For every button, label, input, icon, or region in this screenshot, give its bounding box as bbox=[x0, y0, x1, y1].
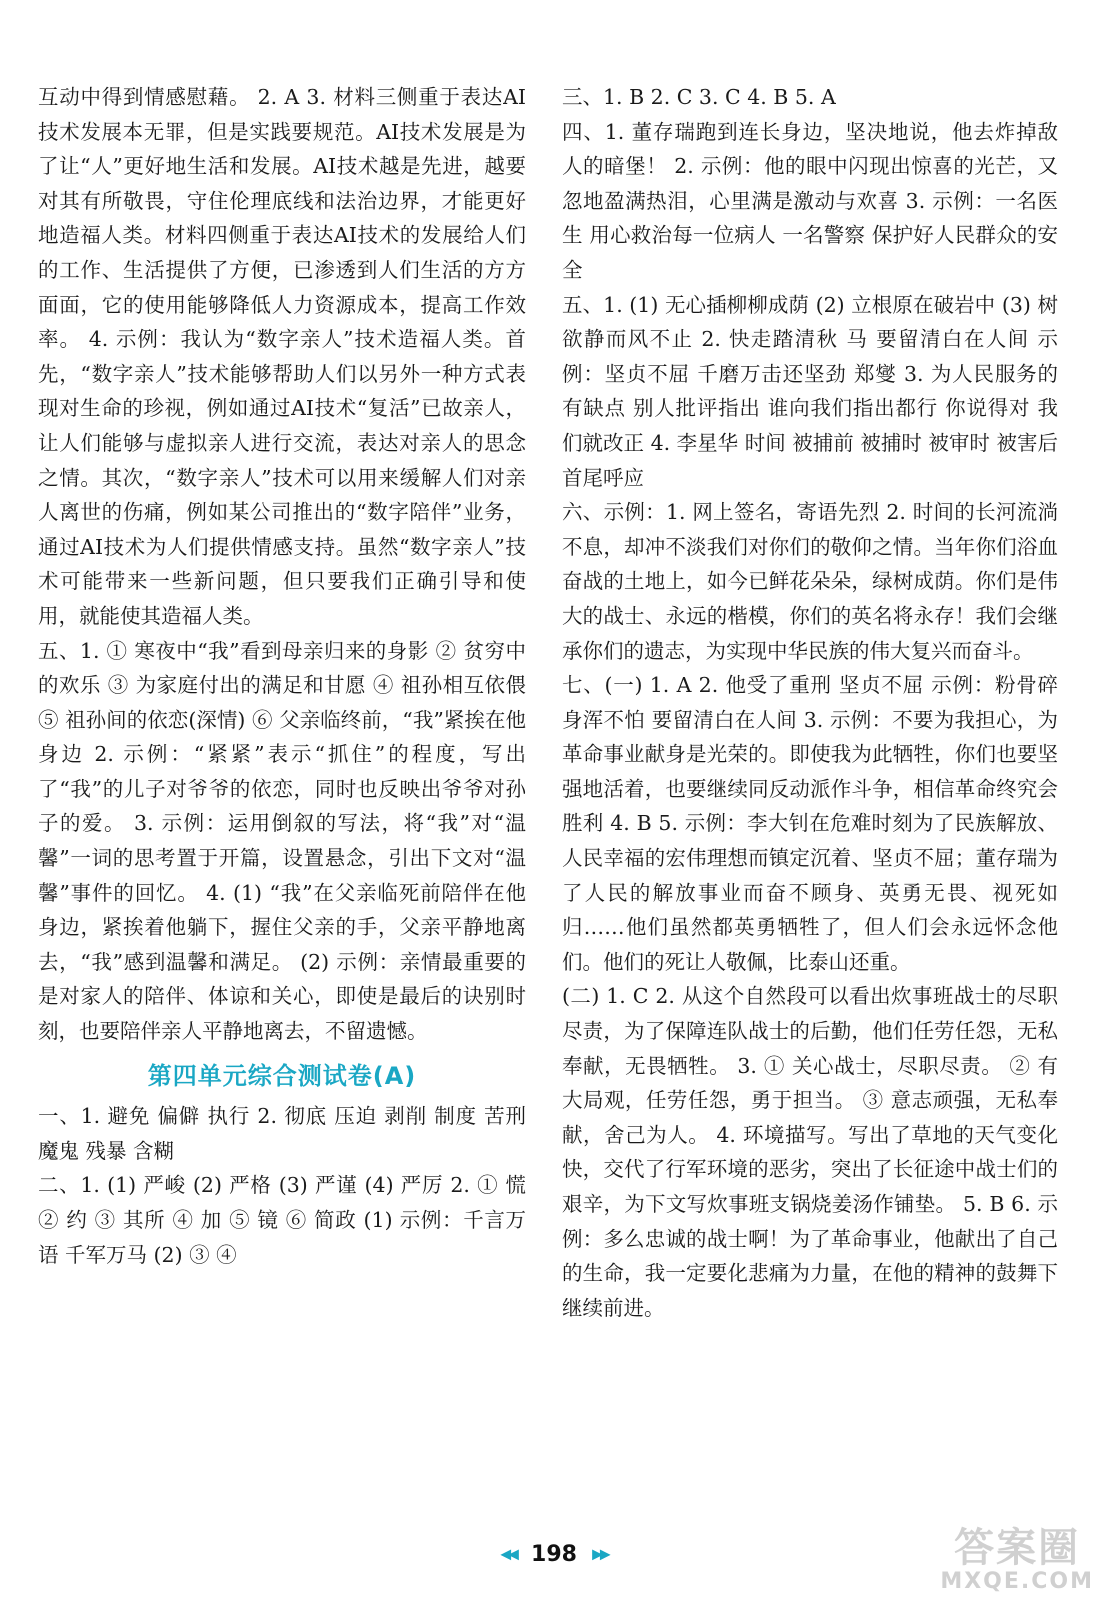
answer-paragraph: 互动中得到情感慰藉。 2. A 3. 材料三侧重于表达AI技术发展本无罪，但是实践要规范。AI技术发展是为了让“人”更好地生活和发展。AI技术越是先进，越要对其有所敬畏，守住伦理底线和法治边界，才能更好地造福人类。材料四侧重于表达AI技术的发展给人们的工作、生活提供了方便，已渗透到人们生活的方方面面，它的使用能够降低人力资源成本，提高工作效率。 4. 示例：我认为“数字亲人”技术造福人类。首先，“数字亲人”技术能够帮助人们以另外一种方式表现对生命的珍视，例如通过AI技术“复活”已故亲人，让人们能够与虚拟亲人进行交流，表达对亲人的思念之情。其次，“数字亲人”技术可以用来缓解人们对亲人离世的伤痛，例如某公司推出的“数字陪伴”业务，通过AI技术为人们提供情感支持。虽然“数字亲人”技术可能带来一些新问题，但只要我们正确引导和使用，就能使其造福人类。 bbox=[38, 85, 526, 628]
section-title: 第四单元综合测试卷(A) bbox=[147, 1061, 417, 1090]
watermark bbox=[940, 1526, 1094, 1594]
page-number: 198 bbox=[531, 1542, 577, 1567]
answer-paragraph: 五、1. (1) 无心插柳柳成荫 (2) 立根原在破岩中 (3) 树欲静而风不止 2. 快走踏清秋 马 要留清白在人间 示例：坚贞不屈 千磨万击还坚劲 郑燮 3. 为人民服务的 有缺点 别人批评指出 谁向我们指出都行 你说得对 我们就改正 4. 李星华 时间 被捕前 被捕时 被审时 被害后 首尾呼应 bbox=[562, 292, 1058, 490]
double-arrow-left-icon: ◀◀ bbox=[500, 1546, 516, 1563]
answer-paragraph: 一、1. 避免 偏僻 执行 2. 彻底 压迫 剥削 制度 苦刑 魔鬼 残暴 含糊 bbox=[38, 1104, 526, 1163]
watermark-logo-text: 答案圈 bbox=[954, 1525, 1081, 1571]
answer-paragraph: (二) 1. C 2. 从这个自然段可以看出炊事班战士的尽职尽责，为了保障连队战士的后勤，他们任劳任怨，无私奉献，无畏牺牲。 3. ① 关心战士，尽职尽责。 ② 有大局观，任劳任怨，勇于担当。 ③ 意志顽强，无私奉献，舍己为人。 4. 环境描写。写出了草地的天气变化快，交代了行军环境的恶劣，突出了长征途中战士们的艰辛，为下文写炊事班支锅烧姜汤作铺垫。 5. B 6. 示例：多么忠诚的战士啊！为了革命事业，他献出了自己的生命，我一定要化悲痛为力量，在他的精神的鼓舞下继续前进。 bbox=[562, 984, 1058, 1320]
answer-paragraph: 三、1. B 2. C 3. C 4. B 5. A bbox=[562, 85, 836, 109]
answer-paragraph: 四、1. 董存瑞跑到连长身边，坚决地说，他去炸掉敌人的暗堡！ 2. 示例：他的眼中闪现出惊喜的光芒，又忽地盈满热泪，心里满是激动与欢喜 3. 示例：一名医生 用心救治每一位病人 一名警察 保护好人民群众的安全 bbox=[562, 119, 1058, 282]
answer-paragraph: 五、1. ① 寒夜中“我”看到母亲归来的身影 ② 贫穷中的欢乐 ③ 为家庭付出的满足和甘愿 ④ 祖孙相互依偎 ⑤ 祖孙间的依恋(深情) ⑥ 父亲临终前，“我”紧挨在他身边 2. 示例：“紧紧”表示“抓住”的程度，写出了“我”的儿子对爷爷的依恋，同时也反映出爷爷对孙子的爱。 3. 示例：运用倒叙的写法，将“我”对“温馨”一词的思考置于开篇，设置悬念，引出下文对“温馨”事件的回忆。 4. (1) “我”在父亲临死前陪伴在他身边，紧挨着他躺下，握住父亲的手，父亲平静地离去，“我”感到温馨和满足。 (2) 示例：亲情最重要的是对家人的陪伴、体谅和关心，即使是最后的诀别时刻，也要陪伴亲人平静地离去，不留遗憾。 bbox=[38, 638, 526, 1044]
double-arrow-right-icon: ▶▶ bbox=[592, 1546, 608, 1563]
answer-paragraph: 七、(一) 1. A 2. 他受了重刑 坚贞不屈 示例：粉骨碎身浑不怕 要留清白在人间 3. 示例：不要为我担心，为革命事业献身是光荣的。即使我为此牺牲，你们也要坚强地活着，也要继续同反动派作斗争，相信革命终究会胜利 4. B 5. 示例：李大钊在危难时刻为了民族解放、人民幸福的宏伟理想而镇定沉着、坚贞不屈；董存瑞为了人民的解放事业而奋不顾身、英勇无畏、视死如归……他们虽然都英勇牺牲了，但人们会永远怀念他们。他们的死让人敬佩，比泰山还重。 bbox=[562, 673, 1058, 974]
watermark-url: MXQE.COM bbox=[940, 1569, 1094, 1594]
answer-paragraph: 六、示例：1. 网上签名，寄语先烈 2. 时间的长河流淌不息，却冲不淡我们对你们的敬仰之情。当年你们浴血奋战的土地上，如今已鲜花朵朵，绿树成荫。你们是伟大的战士、永远的楷模，你们的英名将永存！我们会继承你们的遗志，为实现中华民族的伟大复兴而奋斗。 bbox=[562, 500, 1058, 663]
left-column bbox=[38, 80, 526, 1272]
answer-paragraph: 二、1. (1) 严峻 (2) 严格 (3) 严谨 (4) 严厉 2. ① 慌 ② 约 ③ 其所 ④ 加 ⑤ 镜 ⑥ 简政 (1) 示例：千言万语 千军万马 (2) ③ ④ bbox=[38, 1173, 526, 1267]
right-column bbox=[562, 80, 1058, 1325]
